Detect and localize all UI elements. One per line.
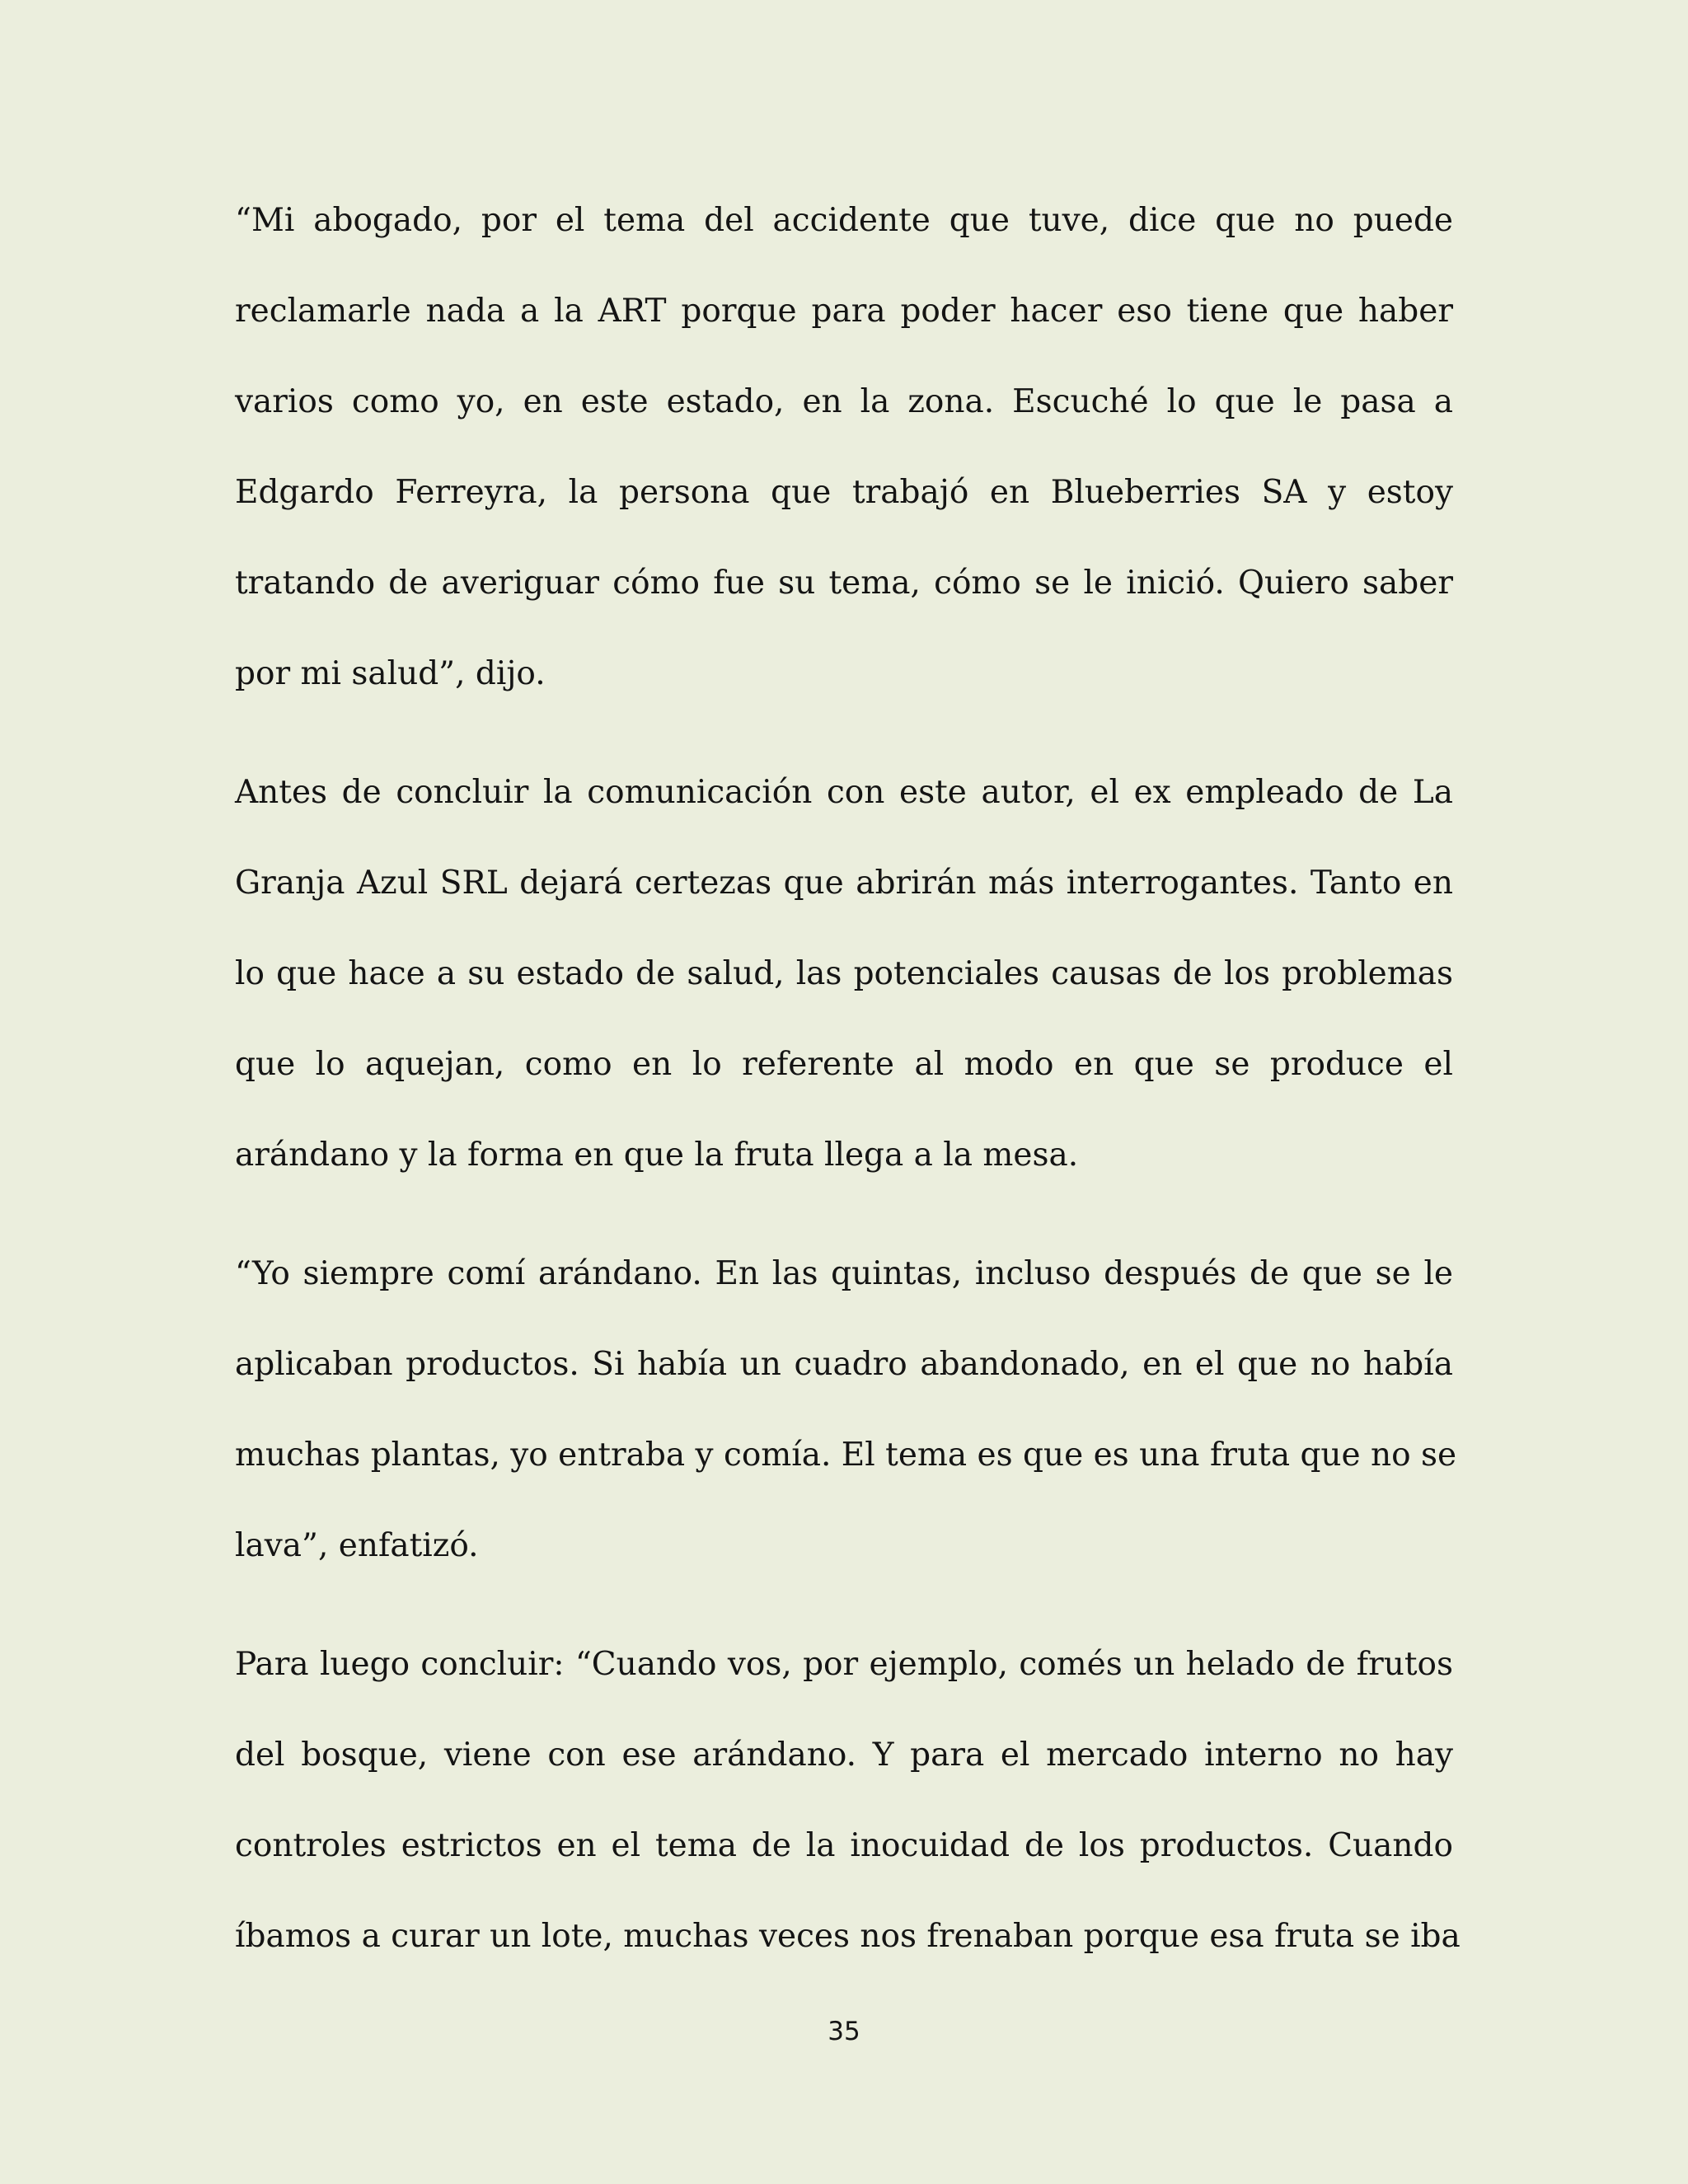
text-line: lo que hace a su estado de salud, las potenciales causas de los problemas	[235, 955, 1453, 992]
text-line: “Mi abogado, por el tema del accidente que tuve, dice que no puede	[235, 202, 1453, 239]
text-line: que lo aquejan, como en lo referente al modo en que se produce el	[235, 1046, 1453, 1083]
text-line: aplicaban productos. Si había un cuadro abandonado, en el que no había	[235, 1346, 1453, 1383]
paragraph-3	[235, 1229, 1457, 1591]
text-line: varios como yo, en este estado, en la zona. Escuché lo que le pasa a	[235, 383, 1453, 420]
text-line: tratando de averiguar cómo fue su tema, cómo se le inició. Quiero saber	[235, 565, 1453, 602]
text-line: reclamarle nada a la ART porque para poder hacer eso tiene que haber	[235, 293, 1453, 330]
text-line: arándano y la forma en que la fruta llega a la mesa.	[235, 1137, 1079, 1174]
paragraph-4	[235, 1619, 1461, 1982]
text-line: lava”, enfatizó.	[235, 1527, 479, 1564]
text-line: Edgardo Ferreyra, la persona que trabajó en Blueberries SA y estoy	[235, 474, 1453, 511]
text-line: Para luego concluir: “Cuando vos, por ejemplo, comés un helado de frutos	[235, 1646, 1453, 1683]
text-line: controles estrictos en el tema de la inocuidad de los productos. Cuando	[235, 1827, 1453, 1864]
text-line: muchas plantas, yo entraba y comía. El tema es que es una fruta que no se	[235, 1436, 1457, 1474]
text-line: “Yo siempre comí arándano. En las quintas, incluso después de que se le	[235, 1255, 1453, 1292]
text-line: Antes de concluir la comunicación con este autor, el ex empleado de La	[235, 774, 1453, 811]
text-line: Granja Azul SRL dejará certezas que abrirán más interrogantes. Tanto en	[235, 865, 1453, 902]
paragraph-1	[235, 176, 1453, 719]
text-line: del bosque, viene con ese arándano. Y para el mercado interno no hay	[235, 1736, 1453, 1774]
text-line: íbamos a curar un lote, muchas veces nos frenaban porque esa fruta se iba	[235, 1918, 1461, 1955]
body-text	[235, 176, 1461, 1982]
paragraph-2	[235, 748, 1453, 1201]
page-number: 35	[828, 2017, 860, 2046]
text-line: por mi salud”, dijo.	[235, 655, 546, 692]
